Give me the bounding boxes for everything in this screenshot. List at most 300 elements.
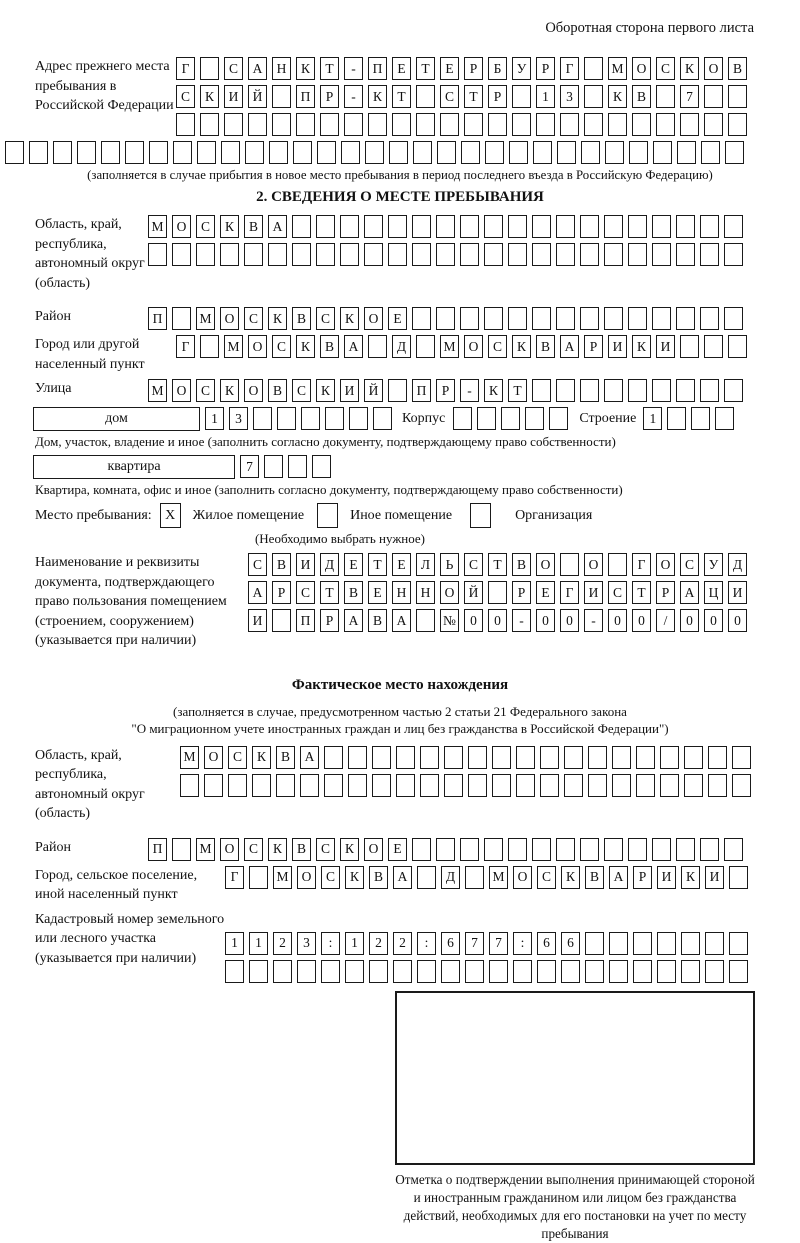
char-cell-row[interactable] (176, 57, 747, 80)
char-cell[interactable] (460, 838, 479, 861)
char-cell[interactable] (225, 960, 244, 983)
char-cell[interactable]: : (417, 932, 436, 955)
char-cell[interactable] (468, 746, 487, 769)
checkbox-organizatsiya[interactable] (470, 503, 491, 528)
char-cell[interactable] (512, 85, 531, 108)
char-cell[interactable] (508, 243, 527, 266)
char-cell[interactable] (677, 141, 696, 164)
char-cell[interactable]: К (200, 85, 219, 108)
char-cell[interactable]: Т (488, 553, 507, 576)
char-cell[interactable]: О (464, 335, 483, 358)
char-cell[interactable]: И (728, 581, 747, 604)
char-cell[interactable] (388, 215, 407, 238)
char-cell[interactable] (681, 960, 700, 983)
char-cell-row[interactable] (643, 407, 734, 430)
char-cell[interactable] (604, 243, 623, 266)
char-cell[interactable]: М (196, 838, 215, 861)
char-cell[interactable]: И (296, 553, 315, 576)
char-cell[interactable] (345, 960, 364, 983)
char-cell[interactable]: П (296, 609, 315, 632)
char-cell[interactable]: Й (364, 379, 383, 402)
char-cell[interactable] (708, 746, 727, 769)
char-cell[interactable]: К (680, 57, 699, 80)
char-cell-row[interactable] (176, 335, 747, 374)
char-cell[interactable]: В (320, 335, 339, 358)
char-cell[interactable] (264, 455, 283, 478)
char-cell[interactable] (629, 141, 648, 164)
char-cell[interactable] (436, 215, 455, 238)
char-cell[interactable]: С (176, 85, 195, 108)
char-cell[interactable] (728, 113, 747, 136)
char-cell[interactable]: Д (320, 553, 339, 576)
char-cell[interactable]: Г (176, 57, 195, 80)
char-cell[interactable] (633, 960, 652, 983)
char-cell[interactable]: К (368, 85, 387, 108)
char-cell[interactable]: К (345, 866, 364, 889)
char-cell[interactable]: О (364, 838, 383, 861)
char-cell[interactable] (560, 553, 579, 576)
char-cell[interactable] (680, 335, 699, 358)
char-cell[interactable] (436, 307, 455, 330)
char-cell[interactable] (204, 774, 223, 797)
char-cell[interactable] (705, 932, 724, 955)
char-cell[interactable]: А (560, 335, 579, 358)
char-cell[interactable] (253, 407, 272, 430)
char-cell[interactable]: Д (728, 553, 747, 576)
char-cell[interactable]: А (344, 335, 363, 358)
char-cell[interactable] (453, 407, 472, 430)
char-cell[interactable]: А (248, 57, 267, 80)
char-cell[interactable]: 2 (273, 932, 292, 955)
char-cell[interactable]: С (196, 215, 215, 238)
char-cell[interactable] (691, 407, 710, 430)
char-cell[interactable]: Е (388, 838, 407, 861)
char-cell[interactable]: С (656, 57, 675, 80)
char-cell[interactable] (488, 581, 507, 604)
char-cell[interactable] (149, 141, 168, 164)
char-cell[interactable] (508, 838, 527, 861)
char-cell[interactable] (220, 243, 239, 266)
char-cell-row[interactable] (248, 581, 747, 604)
char-cell[interactable]: 6 (441, 932, 460, 955)
char-cell[interactable] (556, 379, 575, 402)
char-cell[interactable] (173, 141, 192, 164)
char-cell[interactable]: К (252, 746, 271, 769)
char-cell[interactable]: М (608, 57, 627, 80)
char-cell[interactable] (417, 866, 436, 889)
char-cell[interactable] (172, 838, 191, 861)
char-cell[interactable] (320, 113, 339, 136)
char-cell[interactable] (628, 838, 647, 861)
char-cell[interactable] (628, 379, 647, 402)
char-cell-row[interactable] (180, 774, 751, 797)
char-cell[interactable] (560, 113, 579, 136)
char-cell[interactable]: С (680, 553, 699, 576)
char-cell[interactable] (460, 215, 479, 238)
char-cell[interactable]: Й (248, 85, 267, 108)
char-cell[interactable]: О (220, 838, 239, 861)
char-cell[interactable] (700, 243, 719, 266)
char-cell-row[interactable] (180, 746, 751, 769)
char-cell[interactable]: Г (176, 335, 195, 358)
char-cell[interactable]: М (273, 866, 292, 889)
char-cell[interactable] (612, 746, 631, 769)
char-cell[interactable]: Е (392, 57, 411, 80)
char-cell[interactable]: А (300, 746, 319, 769)
char-cell[interactable] (301, 407, 320, 430)
char-cell[interactable]: Б (488, 57, 507, 80)
char-cell[interactable] (176, 113, 195, 136)
char-cell-row[interactable] (240, 455, 331, 478)
char-cell[interactable] (368, 113, 387, 136)
char-cell[interactable] (272, 113, 291, 136)
char-cell[interactable]: М (440, 335, 459, 358)
char-cell[interactable]: М (148, 379, 167, 402)
char-cell[interactable] (676, 243, 695, 266)
char-cell[interactable] (609, 960, 628, 983)
char-cell[interactable] (101, 141, 120, 164)
char-cell[interactable] (484, 243, 503, 266)
char-cell[interactable] (628, 243, 647, 266)
char-cell[interactable] (125, 141, 144, 164)
char-cell-row[interactable] (225, 932, 748, 955)
char-cell[interactable] (341, 141, 360, 164)
char-cell[interactable] (293, 141, 312, 164)
char-cell[interactable] (532, 307, 551, 330)
char-cell[interactable]: В (244, 215, 263, 238)
char-cell[interactable] (536, 113, 555, 136)
char-cell[interactable] (268, 243, 287, 266)
char-cell[interactable]: У (512, 57, 531, 80)
char-cell[interactable]: В (344, 581, 363, 604)
char-cell[interactable] (77, 141, 96, 164)
char-cell[interactable]: - (460, 379, 479, 402)
char-cell[interactable] (657, 960, 676, 983)
char-cell[interactable]: 1 (205, 407, 224, 430)
char-cell[interactable] (724, 838, 743, 861)
char-cell[interactable] (396, 774, 415, 797)
char-cell[interactable] (532, 243, 551, 266)
char-cell[interactable] (681, 932, 700, 955)
char-cell[interactable]: 0 (464, 609, 483, 632)
char-cell[interactable]: К (220, 215, 239, 238)
char-cell[interactable] (652, 838, 671, 861)
prev-address-overflow-row[interactable] (5, 141, 800, 164)
char-cell[interactable] (732, 746, 751, 769)
char-cell[interactable]: Р (584, 335, 603, 358)
char-cell[interactable]: Д (441, 866, 460, 889)
char-cell[interactable]: 0 (608, 609, 627, 632)
char-cell[interactable] (584, 57, 603, 80)
char-cell[interactable]: 6 (561, 932, 580, 955)
char-cell[interactable] (248, 113, 267, 136)
char-cell[interactable] (700, 215, 719, 238)
char-cell[interactable]: 1 (225, 932, 244, 955)
char-cell[interactable]: 0 (560, 609, 579, 632)
char-cell[interactable]: Р (272, 581, 291, 604)
char-cell[interactable]: 0 (704, 609, 723, 632)
char-cell[interactable] (656, 85, 675, 108)
char-cell[interactable] (300, 774, 319, 797)
char-cell[interactable] (416, 113, 435, 136)
char-cell[interactable] (732, 774, 751, 797)
char-cell[interactable]: 6 (537, 932, 556, 955)
char-cell[interactable] (604, 379, 623, 402)
char-cell[interactable] (676, 838, 695, 861)
char-cell[interactable] (244, 243, 263, 266)
char-cell[interactable]: Д (392, 335, 411, 358)
char-cell[interactable]: О (248, 335, 267, 358)
char-cell[interactable] (715, 407, 734, 430)
char-cell[interactable] (580, 307, 599, 330)
char-cell[interactable] (556, 307, 575, 330)
char-cell[interactable]: В (369, 866, 388, 889)
char-cell[interactable] (724, 215, 743, 238)
char-cell[interactable] (468, 774, 487, 797)
char-cell-row[interactable] (248, 553, 747, 576)
char-cell[interactable]: М (148, 215, 167, 238)
char-cell[interactable] (608, 113, 627, 136)
char-cell[interactable] (728, 335, 747, 358)
char-cell[interactable] (277, 407, 296, 430)
char-cell[interactable]: С (537, 866, 556, 889)
char-cell[interactable]: Р (436, 379, 455, 402)
char-cell[interactable] (676, 307, 695, 330)
char-cell[interactable] (200, 335, 219, 358)
char-cell[interactable]: В (632, 85, 651, 108)
char-cell[interactable] (684, 746, 703, 769)
char-cell[interactable]: П (368, 57, 387, 80)
char-cell[interactable] (705, 960, 724, 983)
char-cell[interactable]: О (632, 57, 651, 80)
char-cell[interactable]: Т (416, 57, 435, 80)
char-cell[interactable]: С (608, 581, 627, 604)
char-cell[interactable]: Т (320, 581, 339, 604)
char-cell[interactable]: А (248, 581, 267, 604)
char-cell[interactable]: Ь (440, 553, 459, 576)
char-cell[interactable] (700, 307, 719, 330)
char-cell[interactable]: Р (320, 85, 339, 108)
char-cell[interactable] (364, 243, 383, 266)
char-cell[interactable] (676, 379, 695, 402)
char-cell[interactable]: С (488, 335, 507, 358)
char-cell[interactable]: - (344, 57, 363, 80)
char-cell[interactable] (580, 215, 599, 238)
char-cell[interactable]: М (489, 866, 508, 889)
char-cell[interactable]: Т (368, 553, 387, 576)
char-cell[interactable] (444, 746, 463, 769)
char-cell[interactable] (373, 407, 392, 430)
char-cell[interactable] (412, 307, 431, 330)
char-cell[interactable] (556, 838, 575, 861)
char-cell[interactable] (317, 141, 336, 164)
char-cell[interactable] (564, 746, 583, 769)
char-cell-row[interactable] (176, 113, 747, 136)
char-cell[interactable] (249, 866, 268, 889)
char-cell[interactable]: С (464, 553, 483, 576)
char-cell[interactable] (605, 141, 624, 164)
char-cell[interactable]: Р (512, 581, 531, 604)
char-cell[interactable]: С (244, 307, 263, 330)
char-cell-row[interactable] (225, 866, 748, 905)
char-cell[interactable]: И (224, 85, 243, 108)
char-cell[interactable]: 0 (680, 609, 699, 632)
char-cell[interactable]: С (292, 379, 311, 402)
char-cell[interactable] (704, 113, 723, 136)
char-cell[interactable]: П (296, 85, 315, 108)
char-cell[interactable] (557, 141, 576, 164)
char-cell[interactable] (292, 243, 311, 266)
char-cell[interactable] (389, 141, 408, 164)
char-cell[interactable]: С (196, 379, 215, 402)
char-cell[interactable] (485, 141, 504, 164)
char-cell[interactable]: В (276, 746, 295, 769)
char-cell[interactable]: А (344, 609, 363, 632)
char-cell[interactable] (388, 243, 407, 266)
char-cell[interactable]: С (228, 746, 247, 769)
char-cell[interactable] (420, 746, 439, 769)
char-cell[interactable] (604, 307, 623, 330)
char-cell[interactable]: П (412, 379, 431, 402)
char-cell[interactable] (585, 932, 604, 955)
char-cell[interactable]: Р (633, 866, 652, 889)
char-cell[interactable] (540, 774, 559, 797)
char-cell[interactable] (588, 774, 607, 797)
char-cell[interactable]: Р (320, 609, 339, 632)
char-cell[interactable]: К (561, 866, 580, 889)
char-cell[interactable] (53, 141, 72, 164)
char-cell[interactable] (684, 774, 703, 797)
char-cell[interactable] (372, 774, 391, 797)
char-cell[interactable]: О (172, 215, 191, 238)
char-cell[interactable] (636, 774, 655, 797)
char-cell[interactable]: О (220, 307, 239, 330)
char-cell[interactable] (704, 85, 723, 108)
char-cell[interactable] (585, 960, 604, 983)
char-cell[interactable] (652, 307, 671, 330)
char-cell[interactable]: А (392, 609, 411, 632)
char-cell[interactable] (532, 215, 551, 238)
char-cell[interactable] (252, 774, 271, 797)
char-cell[interactable] (172, 243, 191, 266)
char-cell[interactable] (465, 960, 484, 983)
char-cell[interactable] (340, 243, 359, 266)
char-cell[interactable] (224, 113, 243, 136)
char-cell[interactable] (349, 407, 368, 430)
char-cell[interactable] (29, 141, 48, 164)
char-cell[interactable]: : (321, 932, 340, 955)
char-cell[interactable]: Е (536, 581, 555, 604)
char-cell[interactable]: О (513, 866, 532, 889)
char-cell[interactable]: Т (508, 379, 527, 402)
char-cell[interactable] (412, 243, 431, 266)
char-cell[interactable]: О (440, 581, 459, 604)
char-cell[interactable] (508, 307, 527, 330)
char-cell[interactable]: К (608, 85, 627, 108)
char-cell[interactable]: В (512, 553, 531, 576)
char-cell-row[interactable] (148, 307, 743, 330)
char-cell[interactable]: 7 (240, 455, 259, 478)
char-cell[interactable] (221, 141, 240, 164)
char-cell[interactable]: 3 (560, 85, 579, 108)
char-cell[interactable]: К (296, 335, 315, 358)
char-cell[interactable]: 1 (536, 85, 555, 108)
char-cell[interactable] (604, 215, 623, 238)
char-cell[interactable]: - (344, 85, 363, 108)
char-cell[interactable]: № (440, 609, 459, 632)
char-cell[interactable]: Г (560, 581, 579, 604)
char-cell[interactable]: И (340, 379, 359, 402)
char-cell[interactable] (413, 141, 432, 164)
char-cell[interactable]: 1 (249, 932, 268, 955)
char-cell[interactable]: О (584, 553, 603, 576)
char-cell[interactable] (612, 774, 631, 797)
char-cell[interactable] (680, 113, 699, 136)
char-cell[interactable]: 7 (489, 932, 508, 955)
char-cell[interactable]: Г (560, 57, 579, 80)
char-cell[interactable] (588, 746, 607, 769)
char-cell[interactable]: О (536, 553, 555, 576)
char-cell[interactable] (396, 746, 415, 769)
char-cell[interactable] (444, 774, 463, 797)
char-cell-row[interactable] (148, 215, 743, 238)
char-cell[interactable]: Л (416, 553, 435, 576)
char-cell[interactable] (461, 141, 480, 164)
char-cell[interactable] (312, 455, 331, 478)
char-cell[interactable] (272, 609, 291, 632)
char-cell[interactable] (197, 141, 216, 164)
char-cell[interactable] (484, 838, 503, 861)
char-cell[interactable] (316, 215, 335, 238)
char-cell[interactable] (344, 113, 363, 136)
char-cell[interactable] (533, 141, 552, 164)
char-cell[interactable] (420, 774, 439, 797)
char-cell[interactable] (316, 243, 335, 266)
char-cell[interactable]: О (172, 379, 191, 402)
char-cell[interactable]: 1 (345, 932, 364, 955)
char-cell[interactable] (628, 215, 647, 238)
char-cell-row[interactable] (148, 379, 743, 402)
checkbox-inoe[interactable] (317, 503, 338, 528)
char-cell[interactable]: Т (632, 581, 651, 604)
char-cell[interactable] (325, 407, 344, 430)
char-cell[interactable] (324, 774, 343, 797)
char-cell[interactable] (660, 746, 679, 769)
char-cell[interactable] (509, 141, 528, 164)
char-cell[interactable] (465, 866, 484, 889)
char-cell[interactable]: Е (392, 553, 411, 576)
char-cell[interactable] (667, 407, 686, 430)
char-cell[interactable]: О (704, 57, 723, 80)
char-cell[interactable]: К (220, 379, 239, 402)
char-cell[interactable]: О (297, 866, 316, 889)
char-cell[interactable] (700, 379, 719, 402)
char-cell[interactable] (729, 960, 748, 983)
char-cell[interactable] (196, 243, 215, 266)
char-cell[interactable] (501, 407, 520, 430)
char-cell[interactable] (372, 746, 391, 769)
char-cell[interactable] (512, 113, 531, 136)
char-cell[interactable]: 7 (680, 85, 699, 108)
char-cell[interactable]: Т (320, 57, 339, 80)
char-cell[interactable] (652, 215, 671, 238)
char-cell[interactable]: В (292, 838, 311, 861)
char-cell[interactable]: Е (368, 581, 387, 604)
char-cell[interactable]: Т (464, 85, 483, 108)
char-cell[interactable]: В (728, 57, 747, 80)
char-cell[interactable] (636, 746, 655, 769)
char-cell[interactable] (484, 215, 503, 238)
